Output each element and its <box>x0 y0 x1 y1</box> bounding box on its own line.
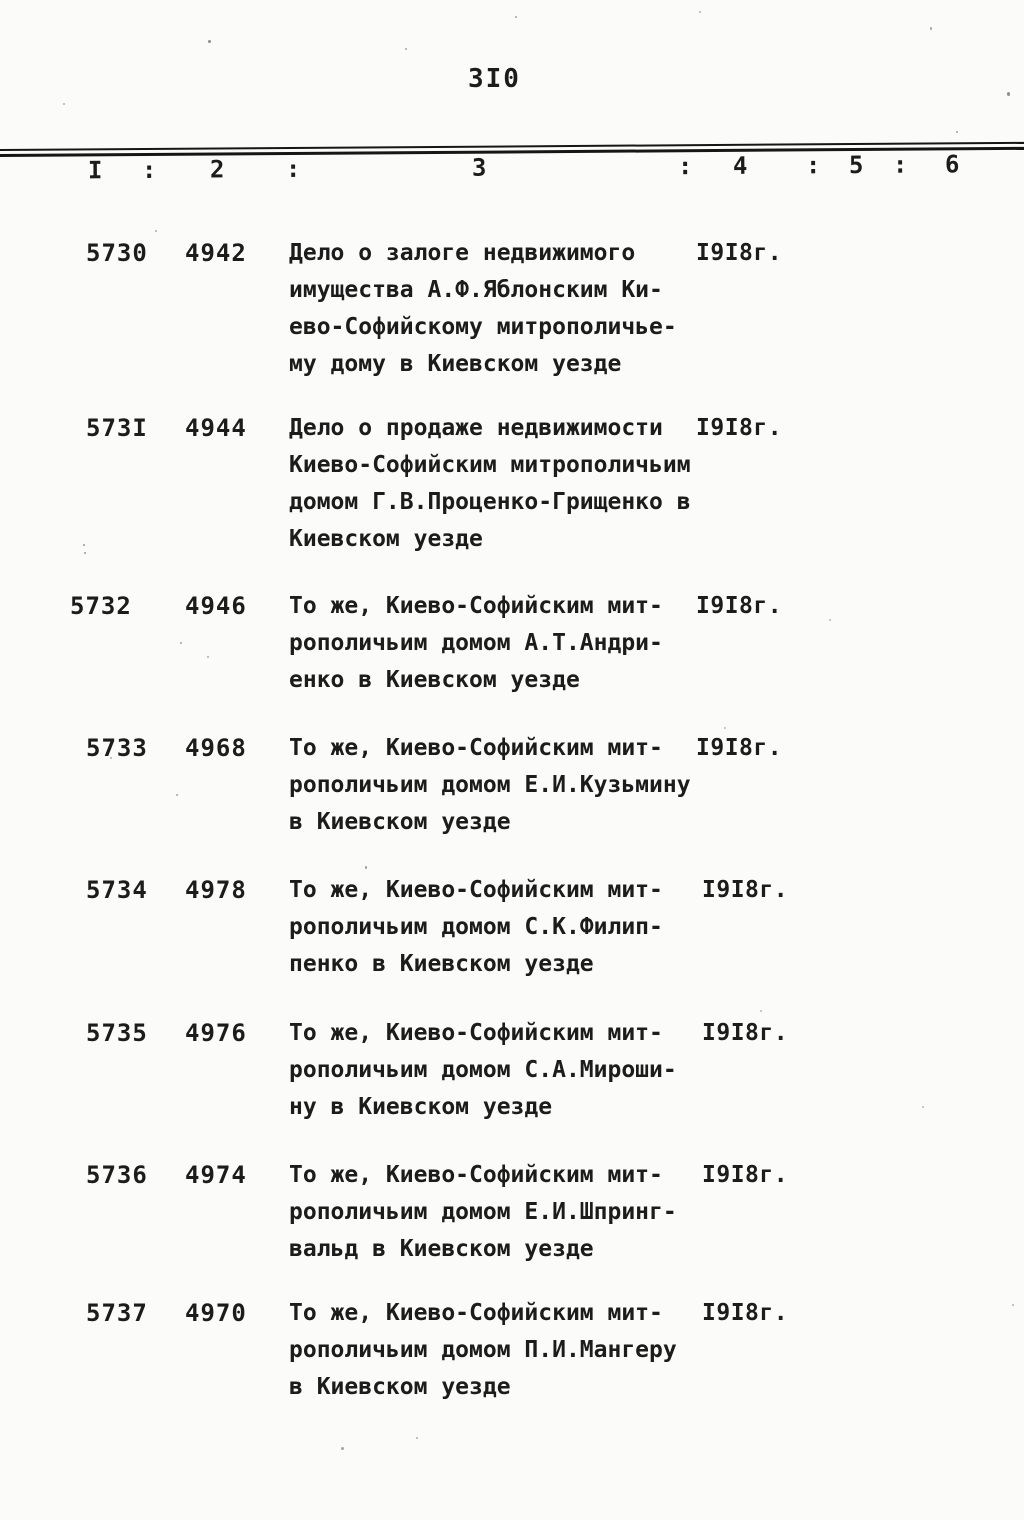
file-number: 4974 <box>185 1161 247 1189</box>
case-title-line: То же, Киево-Софийским мит- <box>289 593 663 619</box>
scan-speckle <box>208 40 211 43</box>
scan-speckle <box>1012 1304 1014 1306</box>
case-title <box>289 1015 677 1126</box>
scan-speckle <box>930 27 932 30</box>
scan-speckle <box>155 230 157 232</box>
case-title-line: енко в Киевском уезде <box>289 667 580 693</box>
case-year: I9I8г. <box>696 735 783 761</box>
column-header-6: 6 <box>944 150 960 179</box>
case-year: I9I8г. <box>702 1162 789 1188</box>
case-number: 5734 <box>86 876 148 904</box>
case-title <box>289 410 691 558</box>
case-title-line: рополичьим домом Е.И.Шпринг- <box>289 1199 677 1225</box>
case-title-line: рополичьим домом Е.И.Кузьмину <box>289 772 691 798</box>
column-separator: : <box>805 151 821 180</box>
scan-speckle <box>365 866 367 869</box>
case-title-line: Дело о залоге недвижимого <box>289 240 636 266</box>
scan-speckle <box>515 16 517 18</box>
case-title-line: в Киевском уезде <box>289 809 511 835</box>
case-number: 5732 <box>70 592 132 620</box>
scan-speckle <box>1007 92 1010 96</box>
scan-speckle <box>207 656 209 658</box>
case-title-line: рополичьим домом С.А.Мироши- <box>289 1057 677 1083</box>
column-header-2: 2 <box>209 155 225 184</box>
case-title-line: в Киевском уезде <box>289 1374 511 1400</box>
file-number: 4970 <box>185 1299 247 1327</box>
case-title-line: пенко в Киевском уезде <box>289 951 594 977</box>
case-number: 5735 <box>86 1019 148 1047</box>
case-title-line: Киевском уезде <box>289 526 483 552</box>
column-separator: : <box>892 150 908 179</box>
scan-speckle <box>699 11 701 13</box>
scan-speckle <box>829 619 831 621</box>
scan-speckle <box>176 794 178 796</box>
case-year: I9I8г. <box>702 1020 789 1046</box>
scan-speckle <box>110 757 112 759</box>
case-title-line: рополичьим домом П.И.Мангеру <box>289 1337 677 1363</box>
scan-speckle <box>922 1106 924 1108</box>
scan-speckle <box>341 1447 344 1450</box>
case-year: I9I8г. <box>696 415 783 441</box>
scan-speckle <box>724 727 726 729</box>
case-title-line: рополичьим домом С.К.Филип- <box>289 914 663 940</box>
case-title-line: То же, Киево-Софийским мит- <box>289 1162 663 1188</box>
scan-speckle <box>84 552 86 554</box>
case-title-line: То же, Киево-Софийским мит- <box>289 1300 663 1326</box>
file-number: 4976 <box>185 1019 247 1047</box>
case-title <box>289 235 677 383</box>
case-number: 5737 <box>86 1299 148 1327</box>
file-number: 4944 <box>185 414 247 442</box>
case-number: 5730 <box>86 239 148 267</box>
case-year: I9I8г. <box>696 593 783 619</box>
column-separator: : <box>677 152 693 181</box>
case-title-line: Киево-Софийским митрополичьим <box>289 452 691 478</box>
column-header-1: I <box>87 156 103 185</box>
scan-speckle <box>416 1437 418 1439</box>
case-title-line: То же, Киево-Софийским мит- <box>289 877 663 903</box>
column-header-4: 4 <box>732 151 748 180</box>
case-year: I9I8г. <box>702 877 789 903</box>
scan-speckle <box>83 544 85 546</box>
case-title <box>289 872 663 983</box>
file-number: 4942 <box>185 239 247 267</box>
table-header <box>0 136 1024 207</box>
scan-speckle <box>760 1010 762 1012</box>
case-title-line: имущества А.Ф.Яблонским Ки- <box>289 277 663 303</box>
case-number: 573I <box>86 414 148 442</box>
case-title-line: му дому в Киевском уезде <box>289 351 622 377</box>
file-number: 4946 <box>185 592 247 620</box>
case-number: 5733 <box>86 734 148 762</box>
file-number: 4978 <box>185 876 247 904</box>
case-year: I9I8г. <box>696 240 783 266</box>
case-title-line: Дело о продаже недвижимости <box>289 415 663 441</box>
column-header-3: 3 <box>471 153 487 182</box>
case-title-line: ево-Софийскому митрополичье- <box>289 314 677 340</box>
case-title <box>289 730 691 841</box>
case-title-line: То же, Киево-Софийским мит- <box>289 735 663 761</box>
column-separator: : <box>285 154 301 184</box>
case-title <box>289 1157 677 1268</box>
column-separator: : <box>141 155 157 185</box>
column-header-5: 5 <box>848 150 864 180</box>
case-title-line: рополичьим домом А.Т.Андри- <box>289 630 663 656</box>
scan-speckle <box>63 103 65 105</box>
page-number: 3I0 <box>468 64 521 94</box>
case-title-line: ну в Киевском уезде <box>289 1094 553 1120</box>
case-number: 5736 <box>86 1161 148 1189</box>
scan-speckle <box>956 131 958 133</box>
case-title-line: вальд в Киевском уезде <box>289 1236 594 1262</box>
scan-speckle <box>180 642 182 644</box>
case-year: I9I8г. <box>702 1300 789 1326</box>
case-title-line: домом Г.В.Проценко-Грищенко в <box>289 489 691 515</box>
case-title-line: То же, Киево-Софийским мит- <box>289 1020 663 1046</box>
case-title <box>289 1295 677 1406</box>
scan-speckle <box>405 48 407 50</box>
file-number: 4968 <box>185 734 247 762</box>
case-title <box>289 588 663 699</box>
